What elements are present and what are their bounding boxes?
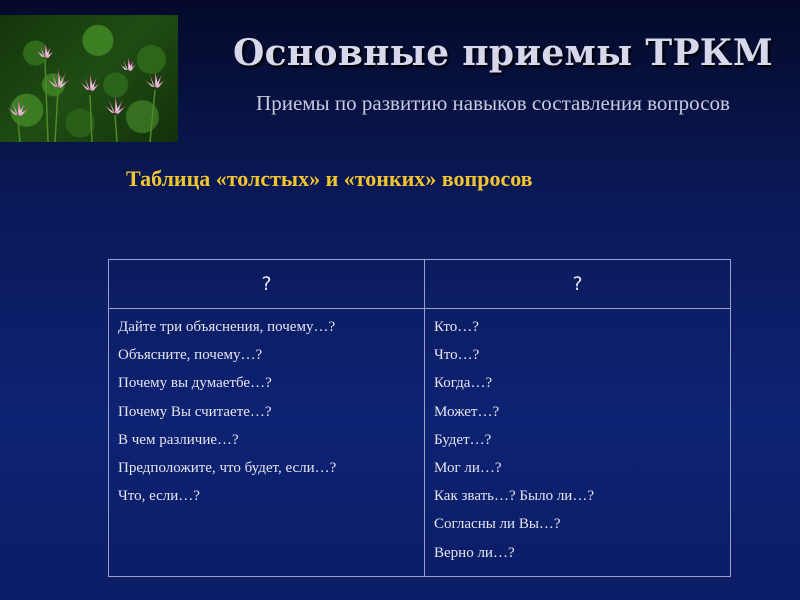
thick-questions-cell xyxy=(109,309,425,577)
list-item: Объясните, почему…? xyxy=(118,347,263,364)
slide-subtitle: Приемы по развитию навыков составления вопросов xyxy=(256,91,730,115)
list-item: Может…? xyxy=(434,403,500,420)
water-lily-photo xyxy=(0,15,178,142)
water-lily-icon xyxy=(0,15,178,142)
list-item: Когда…? xyxy=(434,375,493,392)
list-item: Что, если…? xyxy=(118,488,200,505)
list-item: Мог ли…? xyxy=(434,459,502,476)
list-item: Предположите, что будет, если…? xyxy=(118,459,337,476)
table-row xyxy=(109,309,731,577)
questions-table xyxy=(108,259,731,577)
list-item: Верно ли…? xyxy=(434,544,515,561)
header-thin-questions: ? xyxy=(425,260,731,309)
thick-questions-list xyxy=(118,313,424,510)
list-item: В чем различие…? xyxy=(118,431,239,448)
header-thick-questions: ? xyxy=(109,260,425,309)
list-item: Дайте три объяснения, почему…? xyxy=(118,319,336,335)
list-item: Как звать…? Было ли…? xyxy=(434,488,594,505)
list-item: Что…? xyxy=(434,347,480,364)
list-item: Согласны ли Вы…? xyxy=(434,516,561,533)
thin-questions-cell xyxy=(425,309,731,577)
list-item: Почему вы думаетбе…? xyxy=(118,375,272,392)
slide-title: Основные приемы ТРКМ xyxy=(233,32,774,74)
list-item: Кто…? xyxy=(434,319,479,335)
table-header-row xyxy=(109,260,731,309)
list-item: Почему Вы считаете…? xyxy=(118,403,272,420)
list-item: Будет…? xyxy=(434,431,492,448)
thin-questions-list xyxy=(434,313,730,567)
table-caption: Таблица «толстых» и «тонких» вопросов xyxy=(126,166,533,191)
